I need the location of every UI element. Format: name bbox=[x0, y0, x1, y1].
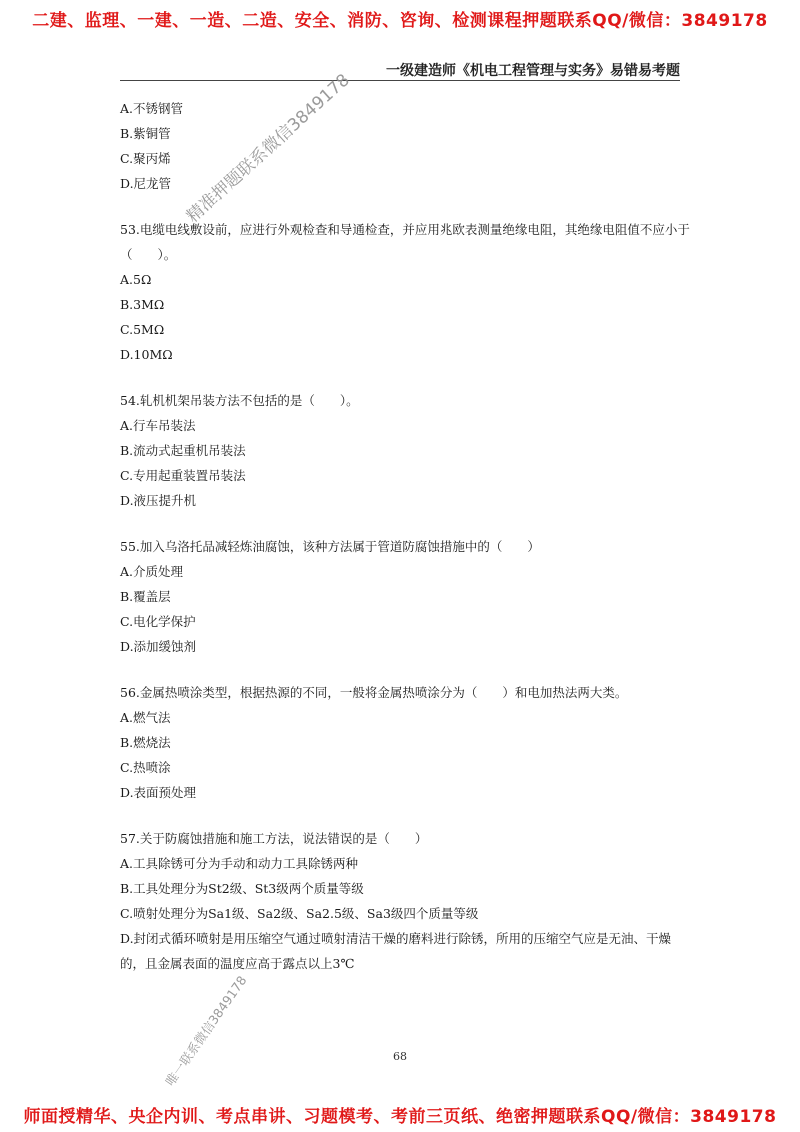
question-stem: 57.关于防腐蚀措施和施工方法，说法错误的是（ ） bbox=[120, 831, 428, 846]
diagonal-watermark: 精准押题联系微信3849178 bbox=[182, 70, 354, 227]
question-53 bbox=[120, 217, 690, 367]
running-header-title: 一级建造师《机电工程管理与实务》易错易考题 bbox=[386, 63, 680, 79]
option-c: C.专用起重装置吊装法 bbox=[120, 468, 246, 483]
option-d: D.10MΩ bbox=[120, 347, 173, 362]
question-57 bbox=[120, 826, 690, 976]
option-a: A.工具除锈可分为手动和动力工具除锈两种 bbox=[120, 856, 359, 871]
option-d: D.表面预处理 bbox=[120, 785, 197, 800]
option-b: B.燃烧法 bbox=[120, 735, 171, 750]
option-d: D.封闭式循环喷射是用压缩空气通过喷射清洁干燥的磨料进行除锈，所用的压缩空气应是无油、干燥的，且金属表面的温度应高于露点以上3℃ bbox=[120, 931, 672, 971]
option-b: B.工具处理分为St2级、St3级两个质量等级 bbox=[120, 881, 364, 896]
diagonal-watermark: 唯一联系微信3849178 bbox=[162, 972, 250, 1089]
bottom-ad-banner: 师面授精华、央企内训、考点串讲、习题模考、考前三页纸、绝密押题联系QQ/微信：3849178 bbox=[23, 1107, 777, 1127]
question-52-options bbox=[120, 96, 690, 196]
question-stem: 54.轧机机架吊装方法不包括的是（ ）。 bbox=[120, 393, 359, 408]
option-c: C.电化学保护 bbox=[120, 614, 196, 629]
option-b: B.3MΩ bbox=[120, 297, 165, 312]
question-54 bbox=[120, 388, 690, 513]
question-55 bbox=[120, 534, 690, 659]
option-c: C.热喷涂 bbox=[120, 760, 171, 775]
option-d: D.尼龙管 bbox=[120, 176, 172, 191]
option-a: A.5Ω bbox=[120, 272, 152, 287]
option-d: D.添加缓蚀剂 bbox=[120, 639, 197, 654]
question-stem: 55.加入乌洛托品减轻炼油腐蚀，该种方法属于管道防腐蚀措施中的（ ） bbox=[120, 539, 540, 554]
question-56 bbox=[120, 680, 690, 805]
option-c: C.5MΩ bbox=[120, 322, 165, 337]
option-c: C.喷射处理分为Sa1级、Sa2级、Sa2.5级、Sa3级四个质量等级 bbox=[120, 906, 479, 921]
option-b: B.流动式起重机吊装法 bbox=[120, 443, 246, 458]
option-a: A.行车吊装法 bbox=[120, 418, 196, 433]
header-divider bbox=[120, 80, 680, 81]
question-content bbox=[120, 96, 690, 997]
option-d: D.液压提升机 bbox=[120, 493, 197, 508]
question-stem: 56.金属热喷涂类型，根据热源的不同，一般将金属热喷涂分为（ ）和电加热法两大类。 bbox=[120, 685, 628, 700]
option-a: A.不锈钢管 bbox=[120, 101, 184, 116]
option-a: A.燃气法 bbox=[120, 710, 171, 725]
top-ad-banner: 二建、监理、一建、一造、二造、安全、消防、咨询、检测课程押题联系QQ/微信：3849178 bbox=[32, 11, 768, 31]
question-stem: 53.电缆电线敷设前，应进行外观检查和导通检查，并应用兆欧表测量绝缘电阻，其绝缘电阻值不应小于（ ）。 bbox=[120, 222, 690, 262]
option-a: A.介质处理 bbox=[120, 564, 184, 579]
page-number: 68 bbox=[393, 1050, 407, 1063]
option-c: C.聚丙烯 bbox=[120, 151, 171, 166]
option-b: B.覆盖层 bbox=[120, 589, 171, 604]
option-b: B.紫铜管 bbox=[120, 126, 171, 141]
